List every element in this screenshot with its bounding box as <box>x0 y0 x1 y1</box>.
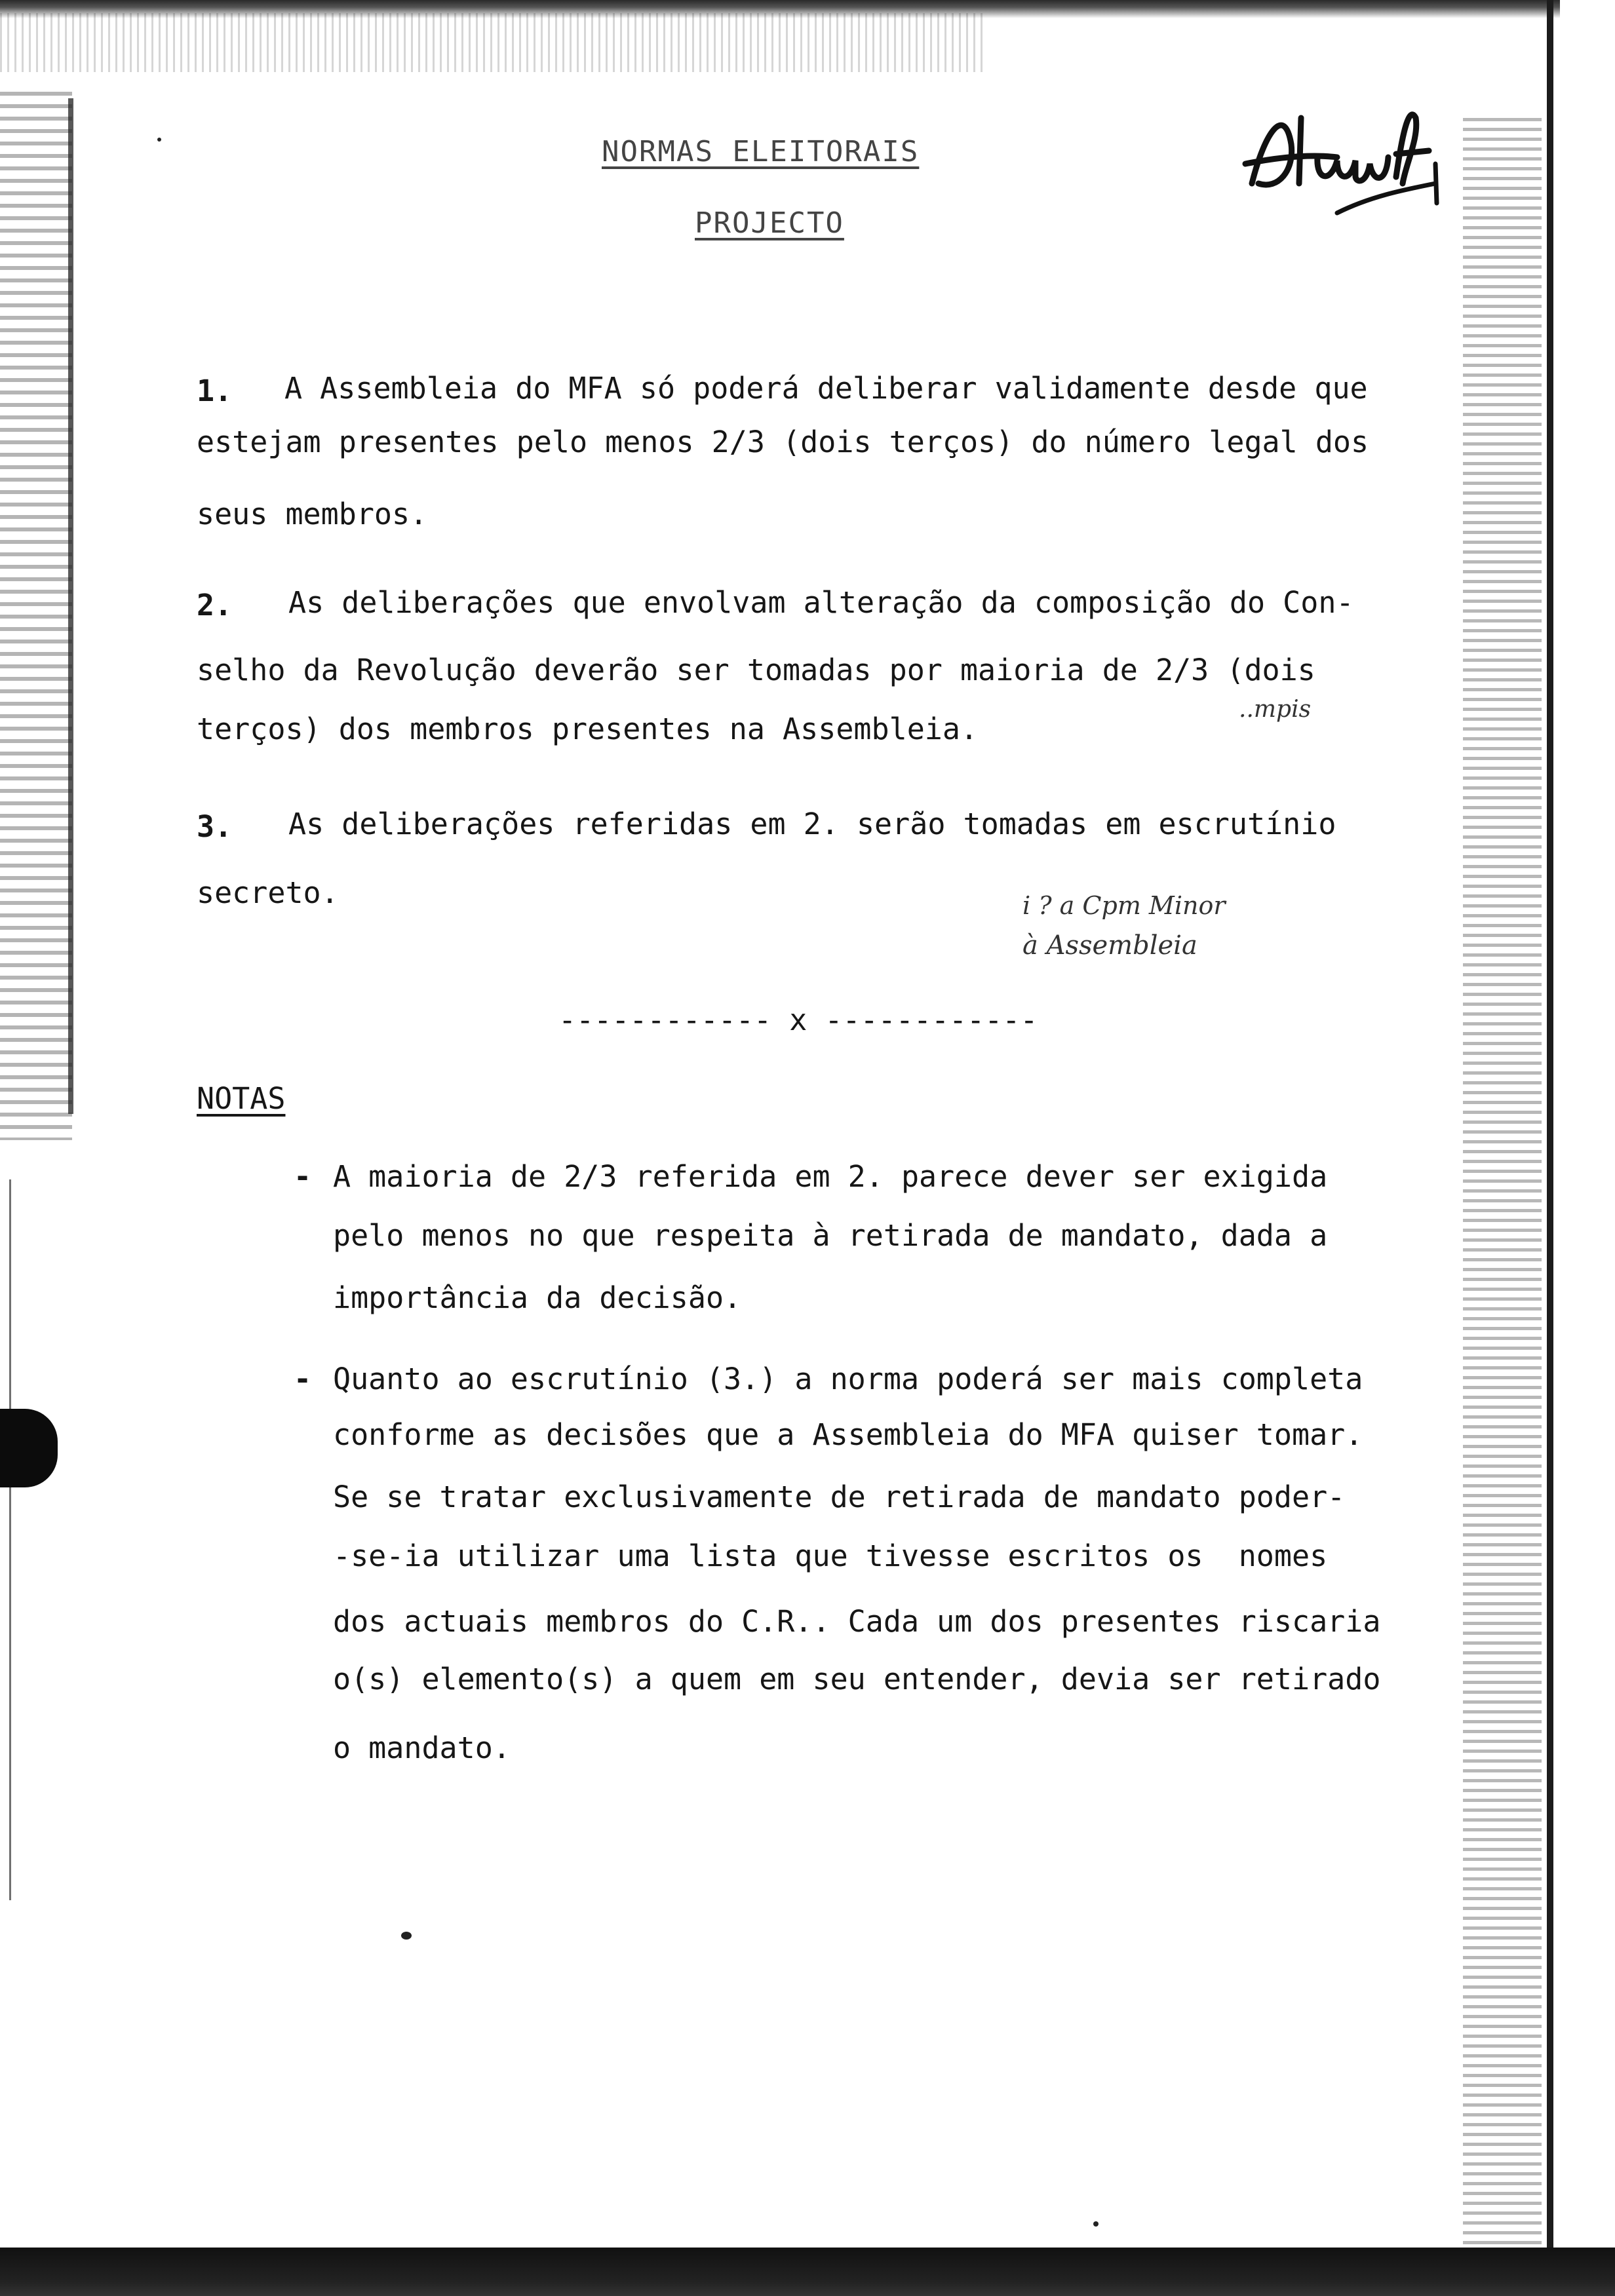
note-2-line-4: -se-ia utilizar uma lista que tivesse escritos os nomes <box>333 1539 1328 1573</box>
item-number-3: 3. <box>197 809 233 844</box>
item-1-line-1: A Assembleia do MFA só poderá deliberar validamente desde que <box>284 371 1368 406</box>
document-heading: NORMAS ELEITORAIS <box>602 135 920 168</box>
item-2-line-3: terços) dos membros presentes na Assembleia. <box>197 712 979 746</box>
scan-edge-right <box>1547 0 1553 2267</box>
section-separator: ------------ x ------------ <box>558 1003 1038 1037</box>
handwritten-signature <box>1239 92 1455 223</box>
scan-line-left <box>9 1179 11 1900</box>
punch-hole-shadow <box>0 1409 58 1487</box>
ink-speck <box>401 1932 412 1940</box>
item-3-line-2: secreto. <box>197 875 339 910</box>
note-1-line-3: importância da decisão. <box>333 1280 742 1315</box>
item-3-line-1: As deliberações referidas em 2. serão tomadas em escrutínio <box>288 807 1336 841</box>
note-2-line-1: Quanto ao escrutínio (3.) a norma poderá ser mais completa <box>333 1362 1363 1396</box>
scan-noise-top <box>0 13 983 72</box>
document-subheading: PROJECTO <box>695 206 844 240</box>
note-2-line-6: o(s) elemento(s) a quem em seu entender, devia ser retirado <box>333 1662 1381 1696</box>
note-2-line-3: Se se tratar exclusivamente de retirada de mandato poder- <box>333 1480 1346 1514</box>
item-number-2: 2. <box>197 588 233 622</box>
item-1-line-3: seus membros. <box>197 497 428 531</box>
note-2-line-2: conforme as decisões que a Assembleia do MFA quiser tomar. <box>333 1417 1363 1452</box>
note-2-bullet: - <box>294 1362 312 1396</box>
item-2-line-2: selho da Revolução deverão ser tomadas por maioria de 2/3 (dois <box>197 653 1315 687</box>
ink-speck <box>1093 2221 1099 2227</box>
scan-noise-right <box>1463 118 1542 2248</box>
item-2-line-1: As deliberações que envolvam alteração da composição do Con- <box>288 585 1354 620</box>
notes-title: NOTAS <box>197 1081 286 1116</box>
handwritten-margin-note: ..mpis <box>1239 696 1312 723</box>
scan-edge-bottom <box>0 2248 1615 2296</box>
note-2-line-5: dos actuais membros do C.R.. Cada um dos presentes riscaria <box>333 1604 1381 1639</box>
note-1-line-1: A maioria de 2/3 referida em 2. parece dever ser exigida <box>333 1159 1328 1194</box>
scan-noise-left <box>0 92 72 1140</box>
scan-edge-left <box>68 98 73 1114</box>
item-1-line-2: estejam presentes pelo menos 2/3 (dois terços) do número legal dos <box>197 425 1369 459</box>
ink-speck <box>157 138 161 142</box>
handwritten-annotation-line-2: à Assembleia <box>1022 930 1197 961</box>
handwritten-annotation-line-1: i ? a Cpm Minor <box>1022 891 1226 920</box>
note-1-line-2: pelo menos no que respeita à retirada de mandato, dada a <box>333 1218 1328 1253</box>
note-2-line-7: o mandato. <box>333 1731 511 1765</box>
item-number-1: 1. <box>197 373 233 408</box>
note-1-bullet: - <box>294 1159 312 1194</box>
